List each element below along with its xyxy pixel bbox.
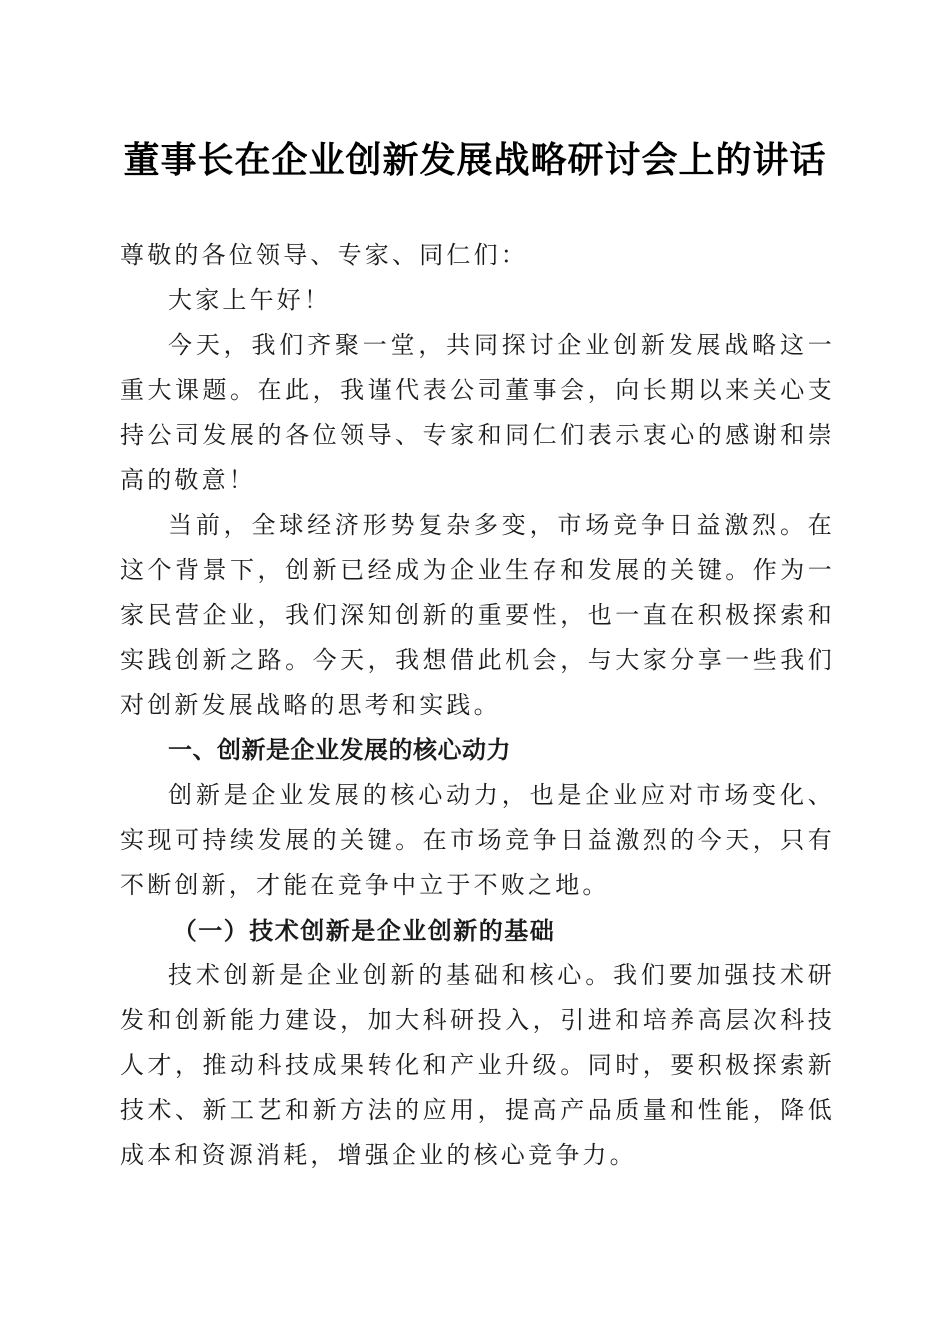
greeting: 大家上午好！ xyxy=(168,286,332,314)
section-heading: 一、创新是企业发展的核心动力 xyxy=(168,736,511,764)
paragraph-context: 当前，全球经济形势复杂多变，市场竞争日益激烈。在这个背景下，创新已经成为企业生存和发展的关键。作为一家民营企业，我们深知创新的重要性，也一直在积极探索和实践创新之路。今天，我想借此机会，与大家分享一些我们对创新发展战略的思考和实践。 xyxy=(120,511,835,719)
subsection-heading: （一）技术创新是企业创新的基础 xyxy=(172,916,556,945)
paragraph-intro: 今天，我们齐聚一堂，共同探讨企业创新发展战略这一重大课题。在此，我谨代表公司董事会，向长期以来关心支持公司发展的各位领导、专家和同仁们表示衷心的感谢和崇高的敬意！ xyxy=(120,331,835,494)
salutation: 尊敬的各位领导、专家、同仁们： xyxy=(120,241,528,269)
document-title: 董事长在企业创新发展战略研讨会上的讲话 xyxy=(123,139,827,181)
section-paragraph: 创新是企业发展的核心动力，也是企业应对市场变化、实现可持续发展的关键。在市场竞争日益激烈的今天，只有不断创新，才能在竞争中立于不败之地。 xyxy=(120,781,835,899)
document-body xyxy=(120,233,835,1178)
subsection-paragraph: 技术创新是企业创新的基础和核心。我们要加强技术研发和创新能力建设，加大科研投入，引进和培养高层次科技人才，推动科技成果转化和产业升级。同时，要积极探索新技术、新工艺和新方法的应用，提高产品质量和性能，降低成本和资源消耗，增强企业的核心竞争力。 xyxy=(120,961,835,1169)
